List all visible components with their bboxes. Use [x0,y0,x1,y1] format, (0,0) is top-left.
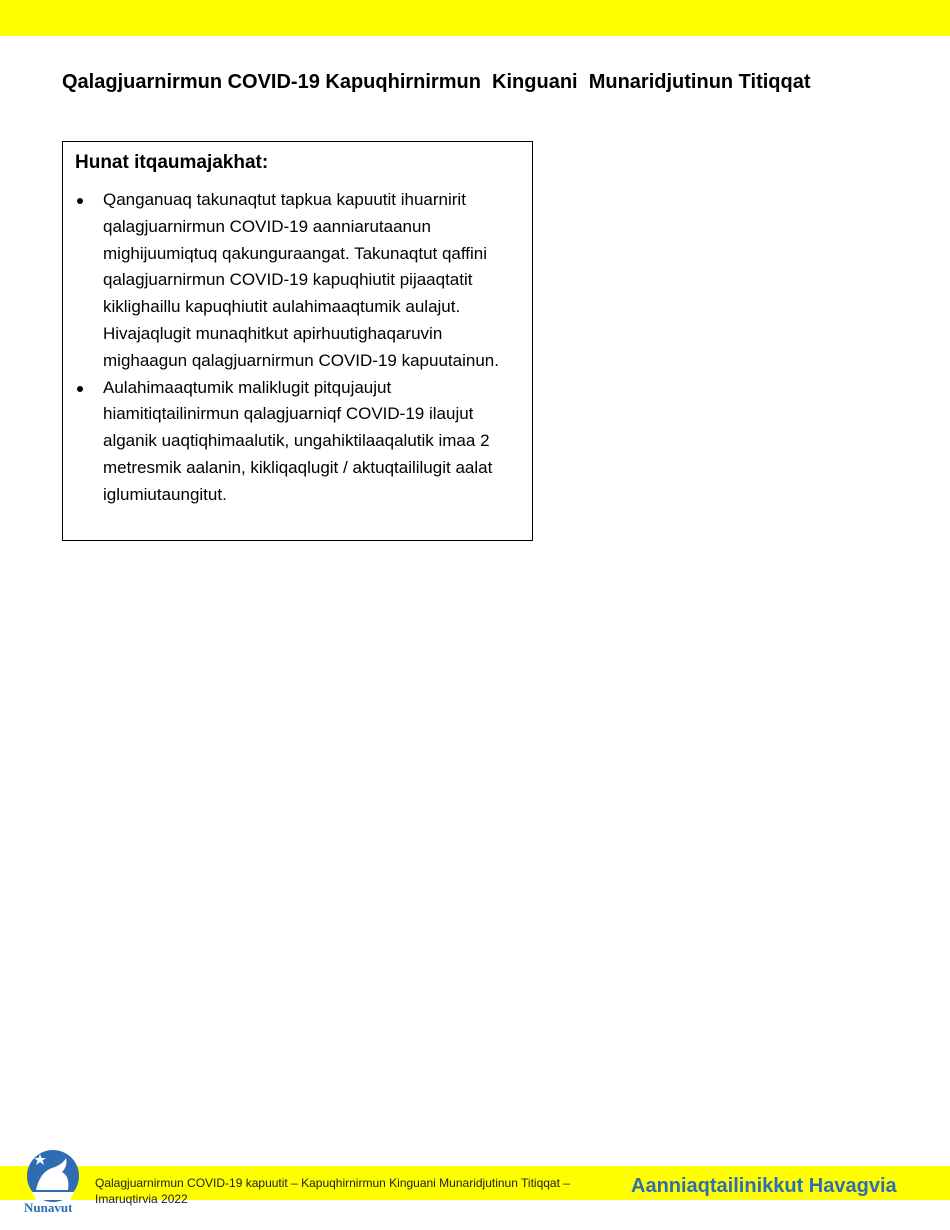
list-item-text: Qanganuaq takunaqtut tapkua kapuutit ihuarnirit qalagjuarnirmun COVID-19 aanniarutaanun mighijuumiqtuq qakunguraangat. Takunaqtut qaffini qalagjuarnirmun COVID-19 kapuqhiutit pijaaqtatit kiklighaillu kapuqhiutit aulahimaaqtumik aulajut. Hivajaqlugit munaqhitkut apirhuutighaqaruvin mighaagun qalagjuarnirmun COVID-19 kapuutainun. [103,190,499,370]
info-box [62,141,533,541]
list-item [75,187,522,375]
bullet-icon [77,386,83,392]
list-item [75,375,522,509]
list-item-text: Aulahimaaqtumik maliklugit pitqujaujut hiamitiqtailinirmun qalagjuarniqf COVID-19 ilaujut alganik uaqtiqhimaalutik, ungahiktilaaqalutik imaa 2 metresmik aalanin, kikliqaqlugit / aktuqtaililugit aalat iglumiutaungitut. [103,377,493,504]
bullet-icon [77,198,83,204]
info-box-heading: Hunat itqaumajakhat: [75,152,269,173]
logo-wordmark: Nunavut [24,1200,73,1215]
footer-department: Aanniaqtailinikkut Havagvia [631,1175,897,1197]
bullet-list [75,187,522,509]
document-title: Qalagjuarnirmun COVID-19 Kapuqhirnirmun Kinguani Munaridjutinun Titiqqat [62,71,811,93]
footer-text: Qalagjuarnirmun COVID-19 kapuutit – Kapuqhirnirmun Kinguani Munaridjutinun Titiqqat – Imaruqtirvia 2022 [95,1176,570,1206]
header-yellow-band [0,0,950,36]
